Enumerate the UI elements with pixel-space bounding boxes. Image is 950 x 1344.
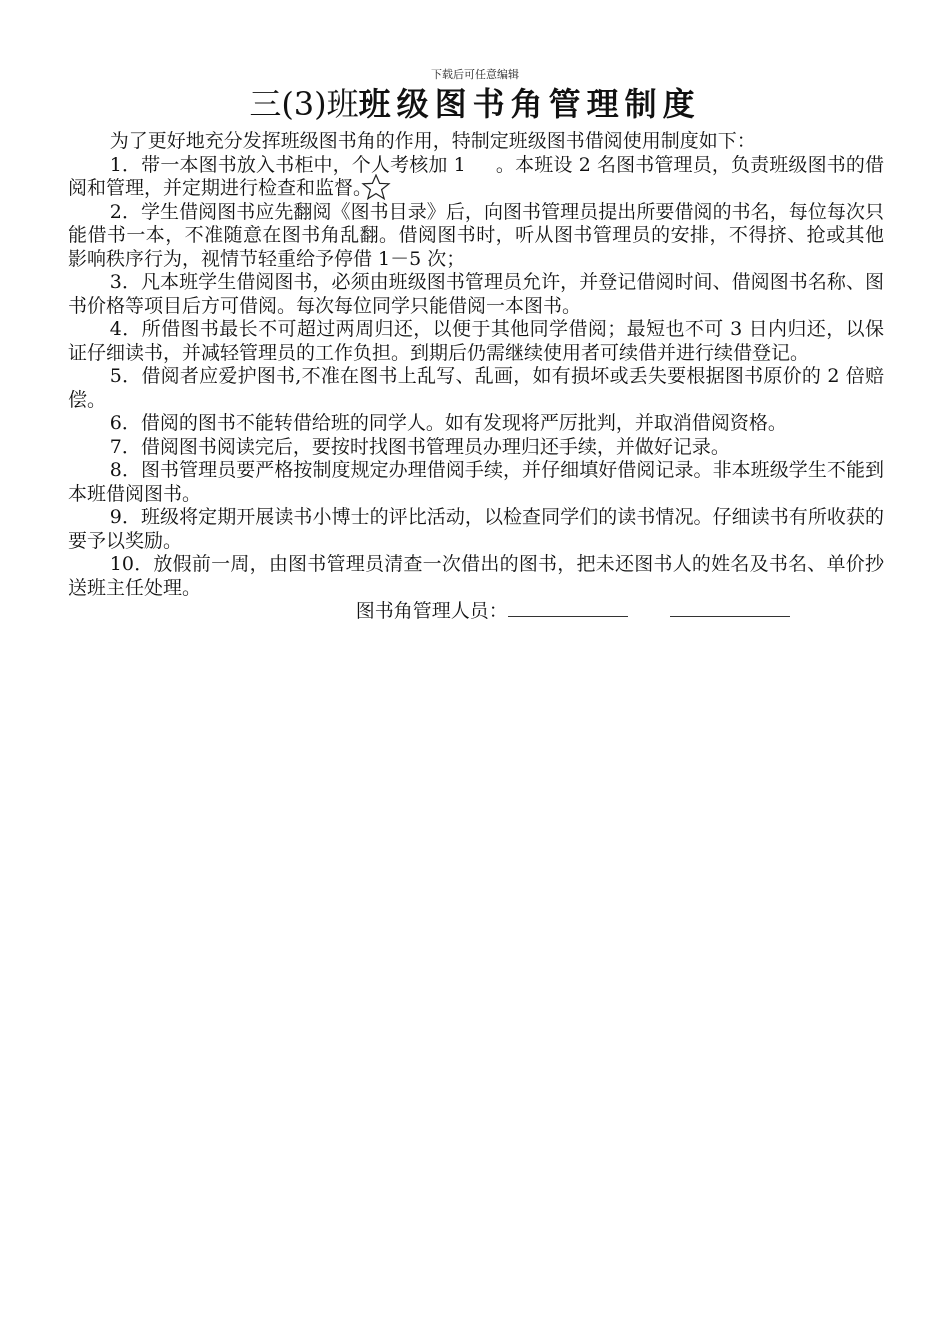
signature-line-2[interactable] (670, 600, 790, 617)
title-class-name: 三(3)班 (249, 85, 359, 123)
rule-1 (68, 154, 884, 201)
signature-label: 图书角管理人员： (355, 600, 508, 622)
intro-paragraph: 为了更好地充分发挥班级图书角的作用，特制定班级图书借阅使用制度如下： (109, 130, 756, 152)
rule-10: 10．放假前一周，由图书管理员清查一次借出的图书，把未还图书人的姓名及书名、单价抄送班主任处理。 (68, 553, 884, 599)
rule-5: 5．借阅者应爱护图书,不准在图书上乱写、乱画，如有损坏或丢失要根据图书原价的 2 倍赔偿。 (68, 365, 884, 411)
signature-row (68, 600, 884, 624)
title-main: 班级图书角管理制度 (358, 85, 701, 123)
rule-2: 2．学生借阅图书应先翻阅《图书目录》后，向图书管理员提出所要借阅的书名，每位每次只能借书一本，不准随意在图书角乱翻。借阅图书时，听从图书管理员的安排，不得挤、抢或其他影响秩序行为，视情节轻重给予停借 1－5 次； (68, 200, 884, 270)
rule-6: 6．借阅的图书不能转借给班的同学人。如有发现将严厉批判，并取消借阅资格。 (109, 412, 787, 434)
star-outline-icon (360, 178, 392, 198)
rule-9: 9．班级将定期开展读书小博士的评比活动，以检查同学们的读书情况。仔细读书有所收获的要予以奖励。 (68, 506, 884, 552)
rule-3: 3．凡本班学生借阅图书，必须由班级图书管理员允许，并登记借阅时间、借阅图书名称、图书价格等项目后方可借阅。每次每位同学只能借阅一本图书。 (68, 271, 884, 317)
signature-line-1[interactable] (508, 600, 628, 617)
rule-7: 7．借阅图书阅读完后，要按时找图书管理员办理归还手续，并做好记录。 (109, 435, 730, 458)
header-note: 下载后可任意编辑 (431, 68, 519, 81)
document-body (68, 130, 884, 624)
rule-1-part-a: 1．带一本图书放入书柜中，个人考核加 1 (109, 153, 466, 176)
rule-8: 8．图书管理员要严格按制度规定办理借阅手续，并仔细填好借阅记录。非本班级学生不能到本班借阅图书。 (68, 459, 884, 505)
rule-1-part-b: 。本班设 2 名图书管理员，负责班级图书的借阅和管理，并定期进行检查和监督。 (68, 153, 885, 199)
rule-4: 4．所借图书最长不可超过两周归还，以便于其他同学借阅；最短也不可 3 日内归还，以保证仔细读书，并减轻管理员的工作负担。到期后仍需继续使用者可续借并进行续借登记。 (68, 318, 884, 364)
document-title (0, 84, 950, 124)
